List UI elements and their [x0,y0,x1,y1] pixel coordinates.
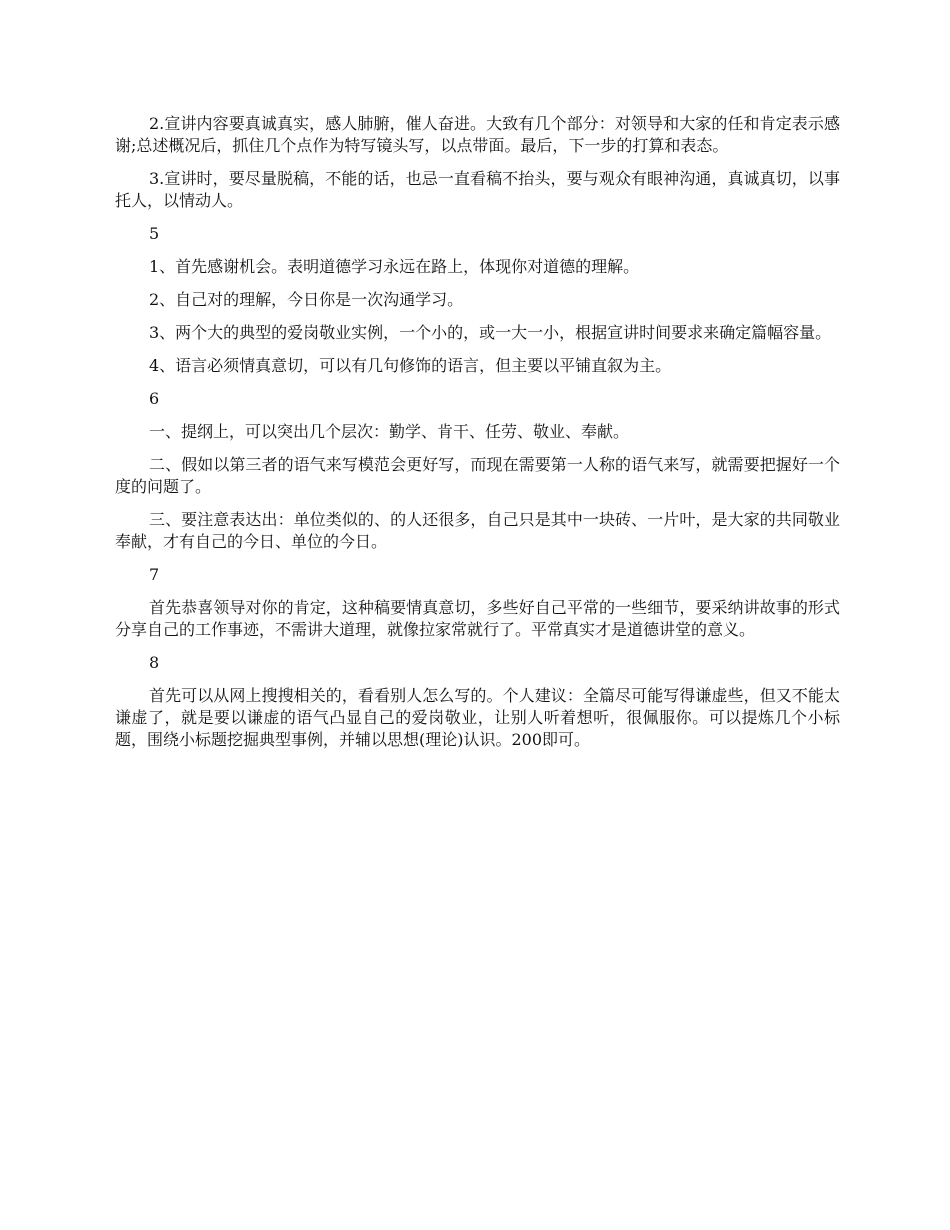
paragraph-5-item-1: 1、首先感谢机会。表明道德学习永远在路上，体现你对道德的理解。 [149,257,640,276]
paragraph-6-item-2: 二、假如以第三者的语气来写模范会更好写，而现在需要第一人称的语气来写，就需要把握好一个度的问题了。 [115,455,840,496]
paragraph-6-item-1: 一、提纲上，可以突出几个层次：勤学、肯干、任劳、敬业、奉献。 [149,422,630,441]
paragraph-point-2: 2.宣讲内容要真诚真实，感人肺腑，催人奋进。大致有几个部分：对领导和大家的任和肯定表示感谢;总述概况后，抓住几个点作为特写镜头写，以点带面。最后，下一步的打算和表态。 [115,114,840,155]
paragraph-8-body: 首先可以从网上搜搜相关的，看看别人怎么写的。个人建议：全篇尽可能写得谦虚些，但又不能太谦虚了，就是要以谦虚的语气凸显自己的爱岗敬业，让别人听着想听，很佩服你。可以提炼几个小标题，围绕小标题挖掘典型事例，并辅以思想(理论)认识。200即可。 [115,686,840,749]
section-number-8: 8 [149,653,160,672]
paragraph-5-item-3: 3、两个大的典型的爱岗敬业实例，一个小的，或一大一小，根据宣讲时间要求来确定篇幅容量。 [149,323,832,342]
section-number-5: 5 [149,224,160,243]
paragraph-7-body: 首先恭喜领导对你的肯定，这种稿要情真意切，多些好自己平常的一些细节，要采纳讲故事的形式分享自己的工作事迹，不需讲大道理，就像拉家常就行了。平常真实才是道德讲堂的意义。 [115,598,840,639]
paragraph-5-item-4: 4、语言必须情真意切，可以有几句修饰的语言，但主要以平铺直叙为主。 [149,356,672,375]
paragraph-point-3: 3.宣讲时，要尽量脱稿，不能的话，也忌一直看稿不抬头，要与观众有眼神沟通，真诚真切，以事托人，以情动人。 [115,169,840,210]
paragraph-5-item-2: 2、自己对的理解，今日你是一次沟通学习。 [149,290,464,309]
document-page [115,113,840,762]
section-number-7: 7 [149,565,160,584]
section-number-6: 6 [149,389,160,408]
paragraph-6-item-3: 三、要注意表达出：单位类似的、的人还很多，自己只是其中一块砖、一片叶，是大家的共同敬业奉献，才有自己的今日、单位的今日。 [115,510,840,551]
